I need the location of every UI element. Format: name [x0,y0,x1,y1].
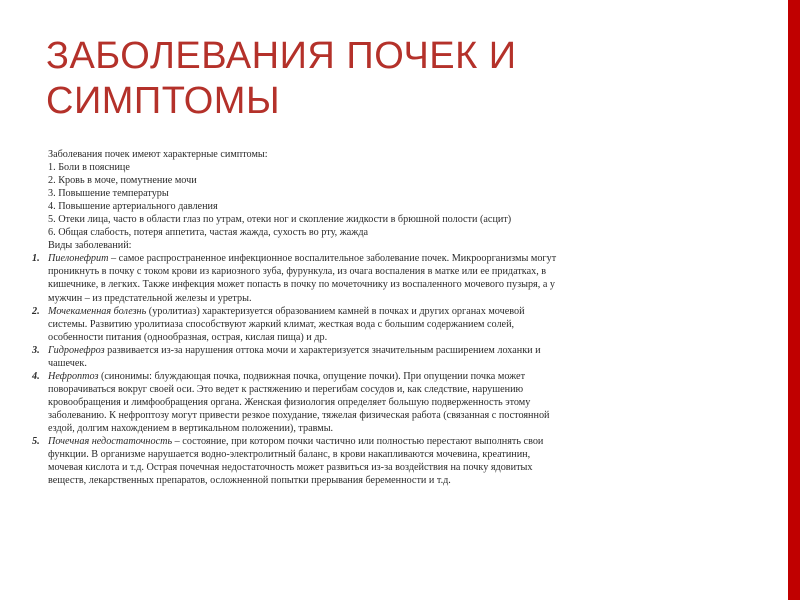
title-line: СИМПТОМЫ [46,80,281,122]
disease-term: Пиелонефрит [48,253,109,265]
disease-line: заболеванию. К нефроптозу могут привести резкое похудание, тяжелая физическая работа (связанная с постоянной [48,409,550,421]
slide-body [32,148,707,487]
disease-item [32,344,707,370]
disease-line: функции. В организме нарушается водно-электролитный баланс, в крови накапливаются мочевина, креатинин, [48,449,531,461]
disease-line: ездой, долгим нахождением в вертикальном положении), травмы. [48,422,334,434]
disease-line [48,370,707,383]
disease-line-text: – самое распространенное инфекционное воспалительное заболевание почек. Микроорганизмы могут [108,253,557,265]
disease-description [48,344,707,370]
disease-line-text: развивается из-за нарушения оттока мочи и характеризуется значительным расширением лоханки и [104,344,541,356]
disease-line [48,305,707,318]
disease-number: 2. [32,305,40,317]
disease-line: проникнуть в почку с током крови из кариозного зуба, фурункула, из очага воспаления в матке или ее придатках, в [48,266,547,278]
symptom-item: 2. Кровь в моче, помутнение мочи [48,175,197,187]
disease-term: Нефроптоз [48,370,99,382]
symptoms-block [32,148,707,252]
disease-line: особенности питания (однообразная, острая, кислая пища) и др. [48,331,328,343]
symptom-item: 5. Отеки лица, часто в области глаз по утрам, отеки ног и скопление жидкости в брюшной полости (асцит) [48,214,512,226]
disease-description [48,435,707,487]
disease-line: мужчин – из предстательной железы и уретры. [48,292,252,304]
symptom-item: 4. Повышение артериального давления [48,201,218,213]
disease-item [32,435,707,487]
types-heading: Виды заболеваний: [48,240,132,252]
symptom-item: 1. Боли в пояснице [48,162,130,174]
disease-line [48,344,707,357]
disease-line: системы. Развитию уролитиаза способствуют жаркий климат, жесткая вода с большим содержанием солей, [48,318,515,330]
disease-term: Гидронефроз [48,344,105,356]
disease-line: веществ, лекарственных препаратов, осложненной попытки прерывания беременности и т.д. [48,475,451,487]
disease-description [48,305,707,344]
slide-title [46,34,766,124]
disease-line-text: – состояние, при котором почки частично или полностью перестают выполнять свои [172,436,544,448]
symptom-item: 6. Общая слабость, потеря аппетита, частая жажда, сухость во рту, жажда [48,227,369,239]
disease-line: чашечек. [48,357,87,369]
disease-term: Мочекаменная болезнь [48,305,147,317]
disease-number: 1. [32,253,40,265]
disease-description [48,370,707,435]
disease-item [32,252,707,304]
disease-line [48,435,707,448]
disease-line: поворачиваться вокруг своей оси. Это ведет к растяжению и перегибам сосудов и, как следствие, нарушению [48,383,524,395]
disease-line-text: (уролитиаз) характеризуется образованием камней в почках и других органах мочевой [146,305,525,317]
disease-number: 3. [32,344,40,356]
disease-line [48,252,707,265]
disease-line: мочевая кислота и т.д. Острая почечная недостаточность может развиться из-за воздействия на почку ядовитых [48,462,533,474]
disease-line: кровообращения и лимфообращения органа. Женская физиология определяет большую подверженность этому [48,396,531,408]
symptom-item: 3. Повышение температуры [48,188,169,200]
disease-list [32,252,707,487]
accent-bar [788,0,800,600]
disease-number: 5. [32,436,40,448]
disease-term: Почечная недостаточность [48,436,173,448]
disease-item [32,305,707,344]
disease-line-text: (синонимы: блуждающая почка, подвижная почка, опущение почки). При опущении почка может [98,370,526,382]
disease-description [48,252,707,304]
title-line: ЗАБОЛЕВАНИЯ ПОЧЕК И [46,35,517,77]
disease-number: 4. [32,370,40,382]
disease-item [32,370,707,435]
disease-line: кишечнике, в легких. Также инфекция может попасть в почку по мочеточнику из воспаленного мочевого пузыря, а у [48,279,555,291]
symptoms-heading: Заболевания почек имеют характерные симптомы: [48,149,268,160]
